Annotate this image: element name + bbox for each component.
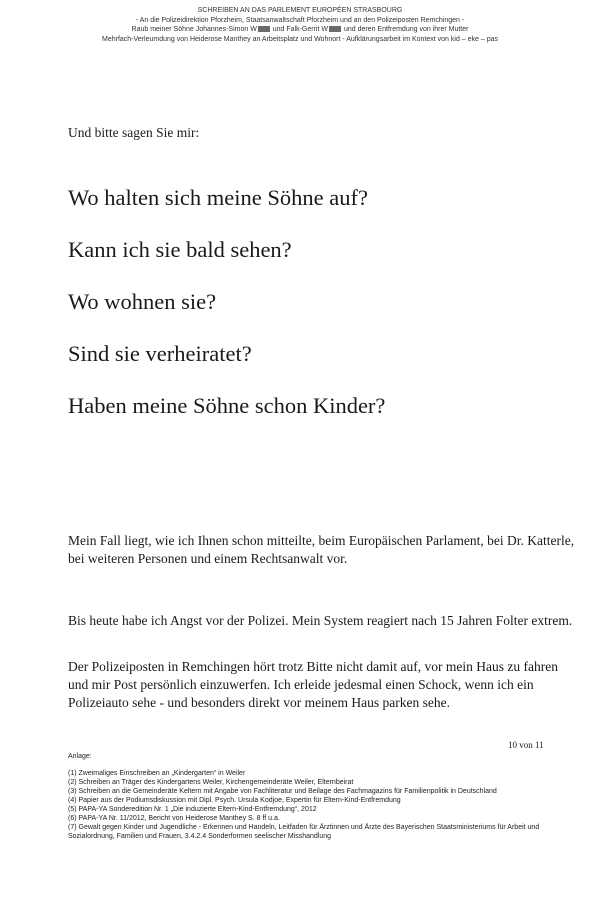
header-title: SCHREIBEN AN DAS PARLEMENT EUROPÉEN STRASBOURG xyxy=(197,7,403,14)
question-item: Wo wohnen sie? xyxy=(68,289,217,314)
attachments-title: Anlage: xyxy=(68,753,92,760)
question-item: Haben meine Söhne schon Kinder? xyxy=(68,393,386,418)
attachments-section xyxy=(68,752,568,841)
attachment-item: (5) PAPA-YA Sonderedition Nr. 1 „Die induzierte Eltern-Kind-Entfremdung“, 2012 xyxy=(68,806,317,813)
page-number: 10 von 11 xyxy=(508,740,544,750)
question-list xyxy=(68,183,385,443)
body-paragraph: Mein Fall liegt, wie ich Ihnen schon mitteilte, beim Europäischen Parlament, bei Dr. Katterle, bei weiteren Personen und einem Rechtsanwalt vor. xyxy=(68,533,575,566)
body-paragraph: Bis heute habe ich Angst vor der Polizei. Mein System reagiert nach 15 Jahren Folter extrem. xyxy=(68,613,573,628)
intro-line: Und bitte sagen Sie mir: xyxy=(68,125,200,140)
question-item: Wo halten sich meine Söhne auf? xyxy=(68,185,368,210)
attachments-list xyxy=(68,769,568,841)
question-item: Kann ich sie bald sehen? xyxy=(68,237,292,262)
redaction-mark xyxy=(329,26,341,32)
attachment-item: (1) Zweimaliges Einschreiben an „Kindergarten“ in Weiler xyxy=(68,770,246,777)
header-context: Mehrfach-Verleumdung von Heiderose Manthey an Arbeitsplatz und Wohnort - Aufklärungsarbeit im Kontext von kid – eke – pas xyxy=(102,35,498,43)
redaction-mark xyxy=(258,26,270,32)
attachment-item: (7) Gewalt gegen Kinder und Jugendliche - Erkennen und Handeln, Leitfaden für Ärztinnen und Ärzte des Bayerischen Staatsministeriums für Arbeit und Sozialordnung, Familien und Frauen, 3.4.2.4 Sonderformen seelischer Misshandlung xyxy=(68,824,540,840)
attachment-item: (4) Papier aus der Podiumsdiskussion mit Dipl. Psych. Ursula Kodjoe, Expertin für Eltern-Kind-Entfremdung xyxy=(68,797,401,804)
attachment-item: (2) Schreiben an Träger des Kindergartens Weiler, Kirchengemeinderäte Weiler, Elternbeirat xyxy=(68,779,354,786)
letter-header xyxy=(60,6,540,44)
body-paragraph: Der Polizeiposten in Remchingen hört trotz Bitte nicht damit auf, vor mein Haus zu fahren und mir Post persönlich einzuwerfen. Ich erleide jedesmal einen Schock, wenn ich ein Polizeiauto sehe - und besonders direkt vor meinem Haus parken sehe. xyxy=(68,659,558,710)
question-item: Sind sie verheiratet? xyxy=(68,341,252,366)
attachment-item: (6) PAPA-YA Nr. 11/2012, Bericht von Heiderose Manthey S. 8 ff u.a. xyxy=(68,815,280,822)
header-recipients: - An die Polizeidirektion Pforzheim, Staatsanwaltschaft Pforzheim und an den Polizeiposten Remchingen - xyxy=(135,16,465,24)
attachment-item: (3) Schreiben an die Gemeinderäte Keltern mit Angabe von Fachliteratur und Beilage des Fachmagazins für Familienpolitik in Deutschland xyxy=(68,788,497,795)
header-subject: Raub meiner Söhne Johannes-Simon W und Falk-Gerrit W und deren Entfremdung von ihrer Mutter xyxy=(131,26,469,34)
